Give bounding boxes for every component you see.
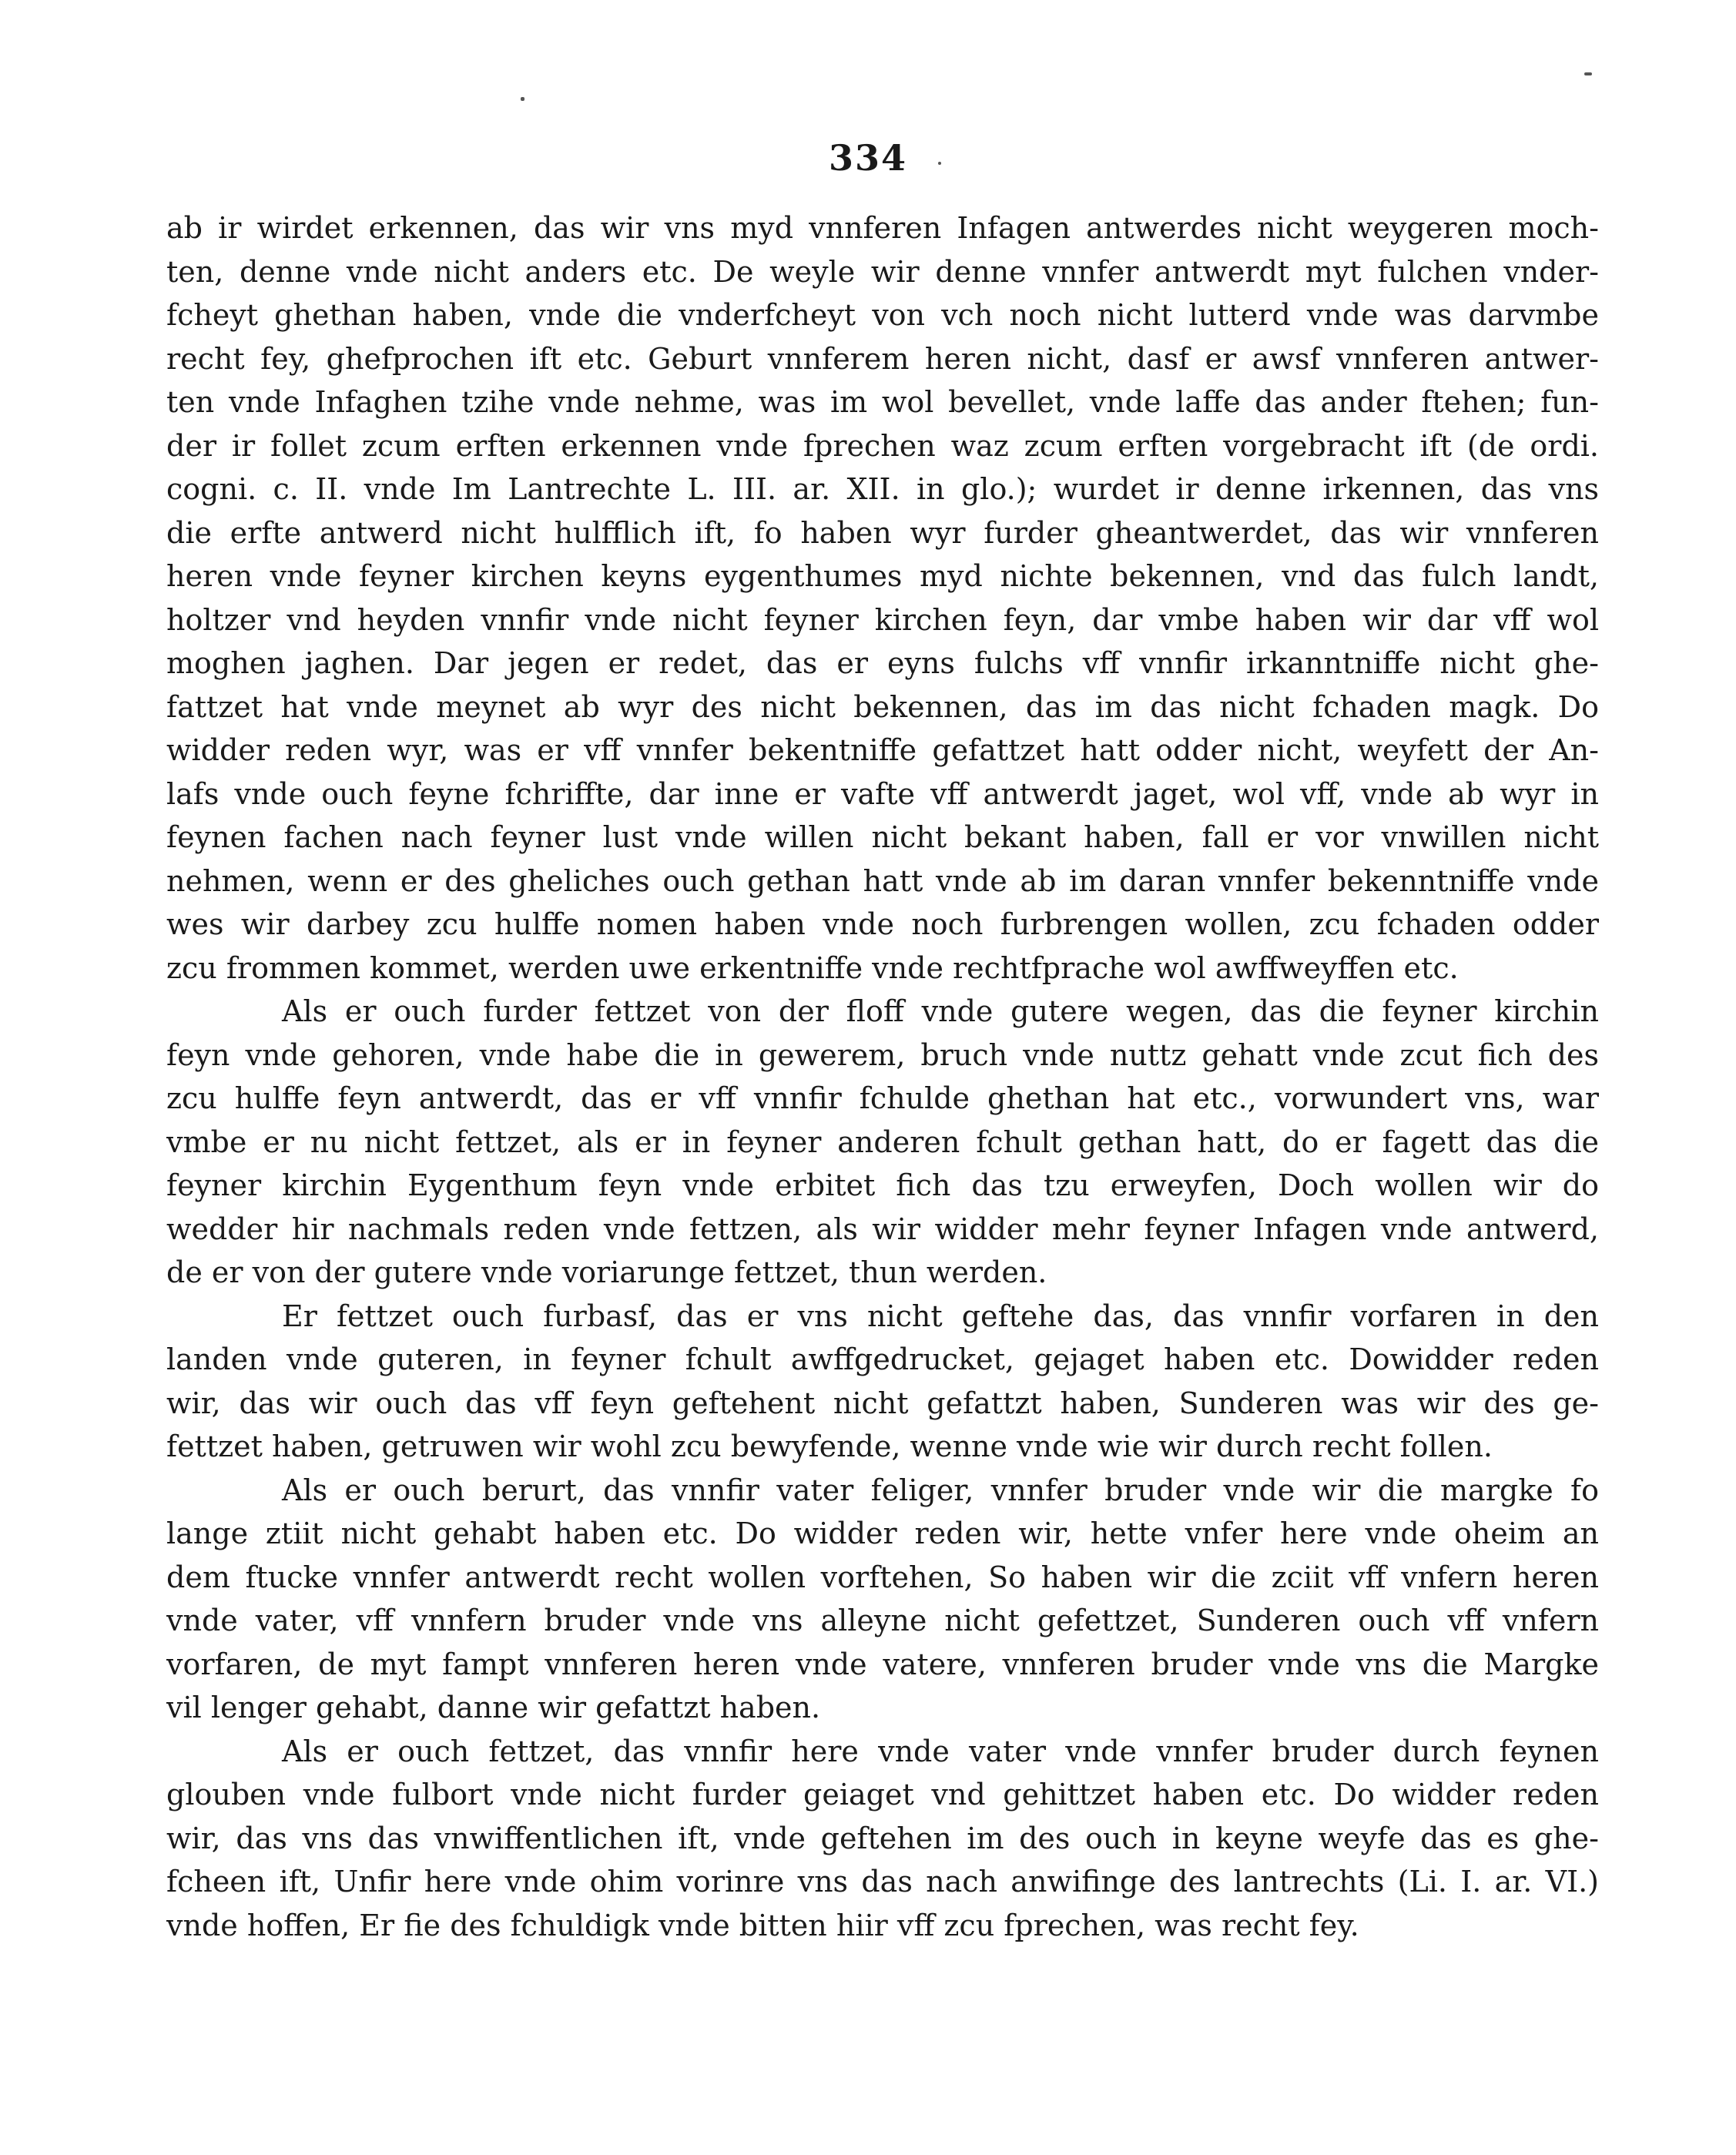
text-line: Als er ouch fettzet, das vnnfir here vnde vater vnde vnnfer bruder durch feynen bbox=[282, 1734, 1599, 1768]
text-line: heren vnde feyner kirchen keyns eygenthumes myd nichte bekennen, vnd das fulch landt, bbox=[166, 559, 1599, 593]
text-line: wedder hir nachmals reden vnde fettzen, als wir widder mehr feyner Infagen vnde antwerd, bbox=[166, 1212, 1599, 1246]
text-line: lange ztiit nicht gehabt haben etc. Do widder reden wir, hette vnfer here vnde oheim an bbox=[166, 1517, 1599, 1550]
text-line: feyner kirchin Eygenthum feyn vnde erbitet fich das tzu erweyfen, Doch wollen wir do bbox=[166, 1168, 1599, 1202]
text-line: nehmen, wenn er des gheliches ouch gethan hatt vnde ab im daran vnnfer bekenntniffe vnde bbox=[166, 863, 1599, 898]
text-line: holtzer vnd heyden vnnfir vnde nicht feyner kirchen feyn, dar vmbe haben wir dar vff wol bbox=[166, 602, 1599, 637]
scan-speck bbox=[521, 97, 524, 101]
text-line: der ir follet zcum erften erkennen vnde fprechen waz zcum erften vorgebracht ift (de ordi. bbox=[166, 428, 1599, 463]
text-line: de er von der gutere vnde voriarunge fettzet, thun werden. bbox=[166, 1255, 1047, 1289]
text-line: vnde vater, vff vnnfern bruder vnde vns alleyne nicht gefettzet, Sunderen ouch vff vnfern bbox=[166, 1604, 1599, 1637]
text-line: wes wir darbey zcu hulffe nomen haben vnde noch furbrengen wollen, zcu fchaden odder bbox=[166, 907, 1599, 941]
text-line: lafs vnde ouch feyne fchriffte, dar inne er vafte vff antwerdt jaget, wol vff, vnde ab wyr in bbox=[166, 776, 1599, 811]
text-line: vnde hoffen, Er fie des fchuldigk vnde bitten hiir vff zcu fprechen, was recht fey. bbox=[166, 1908, 1359, 1942]
text-line: Als er ouch furder fettzet von der floff vnde gutere wegen, das die feyner kirchin bbox=[282, 994, 1599, 1028]
text-line: ab ir wirdet erkennen, das wir vns myd vnnferen Infagen antwerdes nicht weygeren moch- bbox=[166, 211, 1599, 245]
text-line: ten, denne vnde nicht anders etc. De weyle wir denne vnnfer antwerdt myt fulchen vnder- bbox=[166, 254, 1599, 289]
text-line: die erfte antwerd nicht hulfflich ift, fo haben wyr furder gheantwerdet, das wir vnnferen bbox=[166, 515, 1599, 550]
text-line: zcu frommen kommet, werden uwe erkentniffe vnde rechtfprache wol awffweyffen etc. bbox=[166, 950, 1459, 985]
text-line: feyn vnde gehoren, vnde habe die in gewerem, bruch vnde nuttz gehatt vnde zcut fich des bbox=[166, 1037, 1599, 1072]
text-line: fattzet hat vnde meynet ab wyr des nicht bekennen, das im das nicht fchaden magk. Do bbox=[166, 689, 1599, 724]
page-number: 334 bbox=[828, 137, 908, 179]
text-line: glouben vnde fulbort vnde nicht furder geiaget vnd gehittzet haben etc. Do widder reden bbox=[166, 1778, 1599, 1811]
text-line: Als er ouch berurt, das vnnfir vater feliger, vnnfer bruder vnde wir die margke fo bbox=[282, 1473, 1599, 1507]
text-line: fcheen ift, Unfir here vnde ohim vorinre vns das nach anwifinge des lantrechts (Li. I. ar. VI.) bbox=[166, 1865, 1599, 1899]
text-line: fettzet haben, getruwen wir wohl zcu bewyfende, wenne vnde wie wir durch recht follen. bbox=[166, 1429, 1493, 1463]
text-line: wir, das wir ouch das vff feyn geftehent nicht gefattzt haben, Sunderen was wir des ge- bbox=[166, 1386, 1599, 1420]
text-line: ten vnde Infaghen tzihe vnde nehme, was im wol bevellet, vnde laffe das ander ftehen; fun- bbox=[166, 385, 1599, 419]
scan-speck bbox=[938, 162, 941, 165]
text-line: vorfaren, de myt fampt vnnferen heren vnde vatere, vnnferen bruder vnde vns die Margke bbox=[166, 1647, 1599, 1681]
text-line: landen vnde guteren, in feyner fchult awffgedrucket, gejaget haben etc. Dowidder reden bbox=[166, 1342, 1599, 1376]
text-line: zcu hulffe feyn antwerdt, das er vff vnnfir fchulde ghethan hat etc., vorwundert vns, war bbox=[166, 1081, 1599, 1115]
text-line: wir, das vns das vnwiffentlichen ift, vnde geftehen im des ouch in keyne weyfe das es ghe- bbox=[166, 1821, 1599, 1855]
body-text bbox=[166, 206, 1599, 1947]
text-line: dem ftucke vnnfer antwerdt recht wollen vorftehen, So haben wir die zciit vff vnfern heren bbox=[166, 1560, 1599, 1594]
text-line: recht fey, ghefprochen ift etc. Geburt vnnferem heren nicht, dasf er awsf vnnferen antwer- bbox=[166, 341, 1599, 376]
scan-speck bbox=[1584, 72, 1592, 75]
text-line: vmbe er nu nicht fettzet, als er in feyner anderen fchult gethan hatt, do er fagett das die bbox=[166, 1124, 1599, 1159]
text-line: widder reden wyr, was er vff vnnfer bekentniffe gefattzet hatt odder nicht, weyfett der An- bbox=[166, 733, 1599, 767]
text-line: moghen jaghen. Dar jegen er redet, das er eyns fulchs vff vnnfir irkanntniffe nicht ghe- bbox=[166, 646, 1599, 680]
text-line: cogni. c. II. vnde Im Lantrechte L. III. ar. XII. in glo.); wurdet ir denne irkennen, das vns bbox=[166, 472, 1599, 506]
text-line: feynen fachen nach feyner lust vnde willen nicht bekant haben, fall er vor vnwillen nicht bbox=[166, 820, 1599, 854]
text-line: fcheyt ghethan haben, vnde die vnderfcheyt von vch noch nicht lutterd vnde was darvmbe bbox=[166, 298, 1599, 332]
text-line: Er fettzet ouch furbasf, das er vns nicht geftehe das, das vnnfir vorfaren in den bbox=[282, 1299, 1599, 1333]
text-line: vil lenger gehabt, danne wir gefattzt haben. bbox=[166, 1691, 821, 1724]
